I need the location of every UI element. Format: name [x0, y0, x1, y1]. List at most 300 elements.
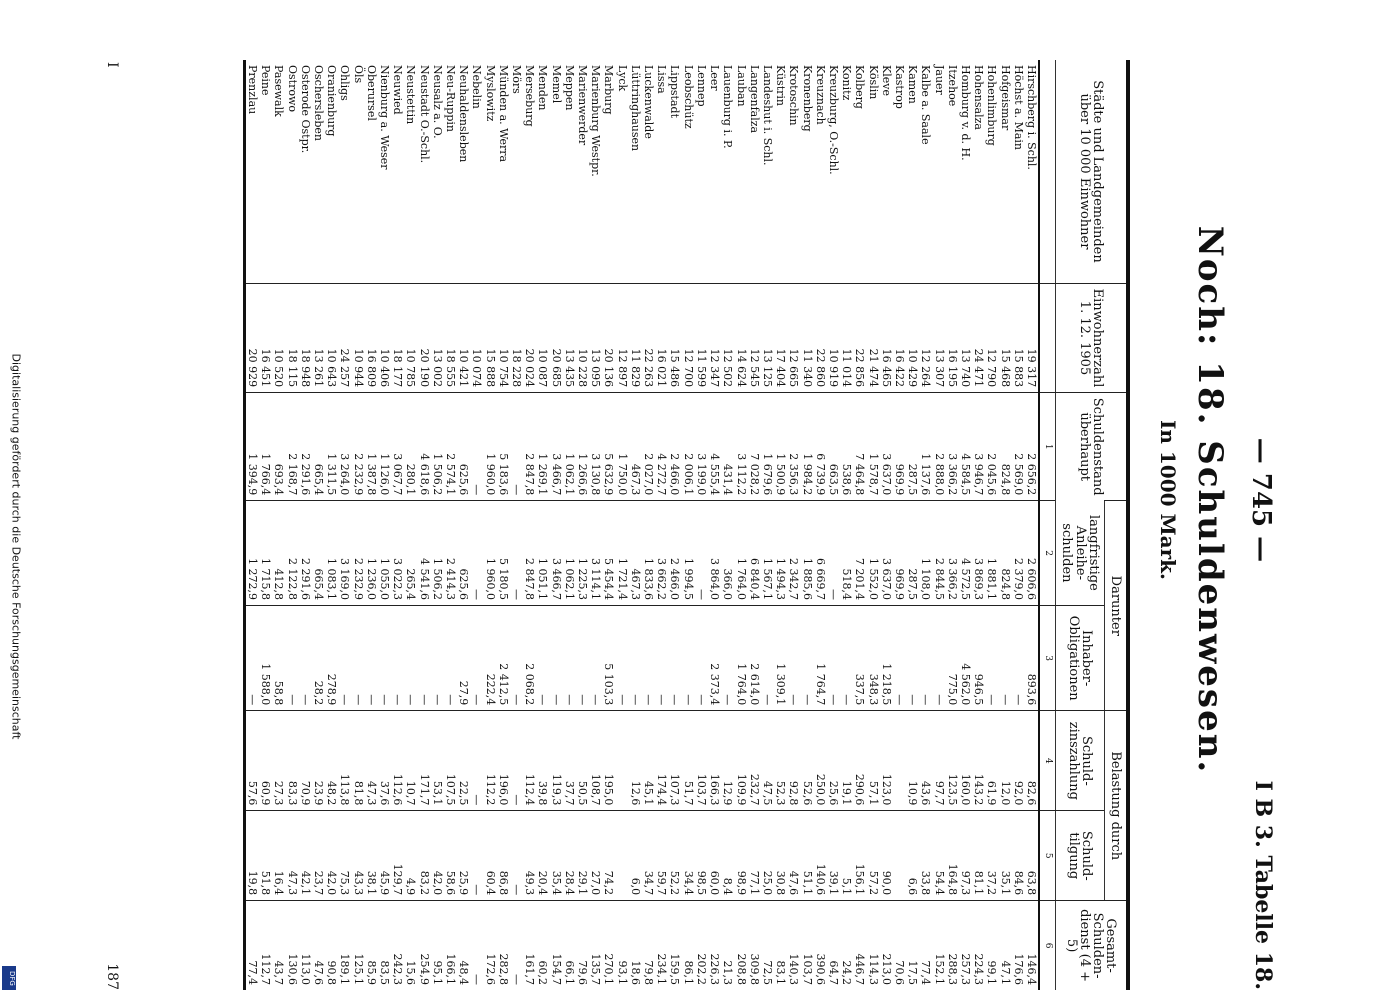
value-cell: 25,6: [827, 711, 840, 811]
value-cell: —: [299, 606, 312, 711]
page-subtitle: In 1000 Mark.: [1156, 420, 1180, 580]
col-number: 4: [1039, 711, 1056, 811]
value-cell: 79,6: [576, 901, 589, 990]
value-cell: 18 948: [299, 283, 312, 392]
value-cell: 156,1: [853, 811, 866, 901]
place-name-cell: Langenfalza: [747, 65, 761, 134]
value-cell: —: [576, 606, 589, 711]
value-cell: 51,8: [259, 811, 272, 901]
value-cell: 2 232,9: [351, 501, 364, 606]
value-cell: 97,3: [959, 811, 972, 901]
value-cell: 19,1: [840, 711, 853, 811]
table-row: [998, 60, 1011, 990]
col-number: 3: [1039, 606, 1056, 711]
value-cell: 538,6: [840, 393, 853, 501]
value-cell: 287,5: [906, 393, 919, 501]
value-cell: 3 946,7: [972, 393, 985, 501]
value-cell: —: [721, 606, 734, 711]
value-cell: 22 856: [853, 283, 866, 392]
table-row: [365, 60, 378, 990]
value-cell: 90,0: [880, 811, 893, 901]
table-row: [523, 60, 536, 990]
value-cell: 38,1: [365, 811, 378, 901]
value-cell: 3 864,0: [708, 501, 721, 606]
place-name-cell: Münden a. Werra: [496, 65, 510, 163]
value-cell: —: [695, 501, 708, 606]
value-cell: 23,9: [312, 711, 325, 811]
value-cell: 6 840,4: [748, 501, 761, 606]
table-row: [312, 60, 325, 990]
value-cell: 107,5: [444, 711, 457, 811]
value-cell: —: [244, 606, 259, 711]
place-name-cell: Landeshut i. Schl.: [760, 65, 774, 166]
value-cell: —: [351, 606, 364, 711]
value-cell: 1 269,1: [536, 393, 549, 501]
value-cell: 58,6: [444, 811, 457, 901]
value-cell: 13 095: [589, 283, 602, 392]
value-cell: 152,1: [932, 901, 945, 990]
value-cell: 1 994,5: [682, 501, 695, 606]
value-cell: 159,5: [668, 901, 681, 990]
value-cell: 1 394,9: [244, 393, 259, 501]
value-cell: 48,2: [325, 711, 338, 811]
value-cell: 112,6: [391, 711, 404, 811]
value-cell: 28,4: [563, 811, 576, 901]
value-cell: 12,9: [721, 711, 734, 811]
value-cell: 1 833,6: [642, 501, 655, 606]
value-cell: 257,3: [959, 901, 972, 990]
value-cell: 24,2: [840, 901, 853, 990]
value-cell: 24 257: [338, 283, 351, 392]
value-cell: 34,4: [682, 811, 695, 901]
table-row: [272, 60, 285, 990]
value-cell: 140,6: [814, 811, 827, 901]
value-cell: 60,9: [259, 711, 272, 811]
table-row: [906, 60, 919, 990]
value-cell: 7 464,8: [853, 393, 866, 501]
value-cell: —: [510, 711, 523, 811]
value-cell: 1 885,6: [800, 501, 813, 606]
value-cell: 123,0: [880, 711, 893, 811]
value-cell: 12 502: [721, 283, 734, 392]
value-cell: 4 272,7: [655, 393, 668, 501]
col-number: 2: [1039, 501, 1056, 606]
value-cell: 12 897: [615, 283, 628, 392]
value-cell: 49,3: [523, 811, 536, 901]
value-cell: 18,6: [629, 901, 642, 990]
value-cell: 112,7: [259, 901, 272, 990]
value-cell: 12 790: [985, 283, 998, 392]
value-cell: 82,6: [1025, 711, 1039, 811]
value-cell: 1 055,0: [378, 501, 391, 606]
value-cell: —: [761, 606, 774, 711]
value-cell: 7 028,2: [748, 393, 761, 501]
place-name-cell: Lippstadt: [668, 65, 682, 118]
value-cell: 8,4: [721, 811, 734, 901]
value-cell: 2 291,6: [299, 501, 312, 606]
value-cell: [893, 711, 906, 811]
value-cell: 287,5: [906, 501, 919, 606]
place-name-cell: Lauban: [734, 65, 748, 107]
value-cell: 57,6: [244, 711, 259, 811]
table-row: [959, 60, 972, 990]
value-cell: 35,4: [549, 811, 562, 901]
value-cell: 72,5: [761, 901, 774, 990]
value-cell: 85,9: [365, 901, 378, 990]
value-cell: 77,1: [748, 811, 761, 901]
place-name-cell: Köslin: [866, 65, 880, 100]
place-name-cell: Osterode Ostpr.: [298, 65, 312, 154]
value-cell: 1 225,3: [576, 501, 589, 606]
dfg-logo: DFG: [2, 966, 16, 990]
value-cell: 288,3: [946, 901, 959, 990]
table-row: [708, 60, 721, 990]
value-cell: 1 266,6: [576, 393, 589, 501]
place-name-cell: Oberursel: [364, 65, 378, 121]
value-cell: 2 844,5: [932, 501, 945, 606]
table-row: [682, 60, 695, 990]
value-cell: 390,6: [814, 901, 827, 990]
value-cell: —: [563, 606, 576, 711]
value-cell: 10 429: [906, 283, 919, 392]
value-cell: 18 177: [391, 283, 404, 392]
place-name-cell: Kreuznach: [813, 65, 827, 125]
value-cell: —: [510, 393, 523, 501]
value-cell: 202,2: [695, 901, 708, 990]
value-cell: 2 379,0: [1012, 501, 1025, 606]
value-cell: 3 366,2: [946, 393, 959, 501]
value-cell: —: [391, 606, 404, 711]
value-cell: 3 114,1: [589, 501, 602, 606]
value-cell: 1 679,6: [761, 393, 774, 501]
value-cell: 10 421: [457, 283, 470, 392]
value-cell: —: [655, 606, 668, 711]
value-cell: 113,0: [299, 901, 312, 990]
value-cell: —: [510, 901, 523, 990]
table-row: [629, 60, 642, 990]
table-row: [549, 60, 562, 990]
value-cell: 18 228: [510, 283, 523, 392]
table-body: [244, 60, 1039, 990]
value-cell: 10 785: [404, 283, 417, 392]
header-bearer: Inhaber-Obligationen: [1056, 606, 1105, 711]
funding-note-text: Digitalisierung gefördert durch die Deutsche Forschungsgemeinschaft: [9, 353, 23, 740]
value-cell: 1 715,8: [259, 501, 272, 606]
place-name-cell: Lauenburg i. P.: [721, 65, 735, 149]
value-cell: 232,7: [748, 711, 761, 811]
value-cell: —: [629, 606, 642, 711]
table-row: [338, 60, 351, 990]
value-cell: 12,6: [629, 711, 642, 811]
place-name-cell: Meppen: [562, 65, 576, 111]
debt-table: [243, 60, 1130, 990]
value-cell: —: [919, 606, 932, 711]
value-cell: 84,6: [1012, 811, 1025, 901]
value-cell: —: [338, 606, 351, 711]
value-cell: 1 083,1: [325, 501, 338, 606]
place-name-cell: Kalbe a. Saale: [919, 65, 933, 145]
value-cell: 57,2: [866, 811, 879, 901]
value-cell: 123,5: [946, 711, 959, 811]
value-cell: —: [549, 606, 562, 711]
value-cell: 412,8: [272, 501, 285, 606]
value-cell: 693,4: [272, 393, 285, 501]
place-name-cell: Krotoschin: [787, 65, 801, 126]
table-row: [734, 60, 747, 990]
value-cell: 4 618,6: [417, 393, 430, 501]
value-cell: 60,2: [536, 901, 549, 990]
value-cell: 107,3: [668, 711, 681, 811]
value-cell: 50,5: [576, 711, 589, 811]
value-cell: 1 552,0: [866, 501, 879, 606]
place-name-cell: Neustadt O.-Schl.: [417, 65, 431, 164]
header-debt-total: Schuldenstand überhaupt: [1056, 393, 1128, 501]
value-cell: 518,4: [840, 501, 853, 606]
value-cell: 13 125: [761, 283, 774, 392]
value-cell: —: [536, 606, 549, 711]
value-cell: 663,5: [827, 393, 840, 501]
value-cell: 166,3: [708, 711, 721, 811]
value-cell: 27,9: [457, 606, 470, 711]
value-cell: 1 311,5: [325, 393, 338, 501]
value-cell: —: [510, 606, 523, 711]
value-cell: 224,3: [972, 901, 985, 990]
value-cell: 5 454,4: [602, 501, 615, 606]
value-cell: 130,6: [285, 901, 298, 990]
value-cell: 37,2: [985, 811, 998, 901]
table-row: [589, 60, 602, 990]
value-cell: 43,7: [272, 901, 285, 990]
value-cell: 79,8: [642, 901, 655, 990]
value-cell: 161,7: [523, 901, 536, 990]
value-cell: 431,4: [721, 393, 734, 501]
table-row: [655, 60, 668, 990]
place-name-cell: Itzehoe: [945, 65, 959, 107]
value-cell: 2 569,0: [1012, 393, 1025, 501]
table-row: [259, 60, 272, 990]
place-name-cell: Myslowitz: [483, 65, 497, 122]
page-header: [1222, 0, 1282, 1000]
value-cell: 208,8: [734, 901, 747, 990]
value-cell: 103,7: [800, 901, 813, 990]
table-row: [814, 60, 827, 990]
value-cell: 17 404: [774, 283, 787, 392]
value-cell: 143,2: [972, 711, 985, 811]
value-cell: 11 014: [840, 283, 853, 392]
value-cell: 3 067,7: [391, 393, 404, 501]
value-cell: 10 074: [470, 283, 483, 392]
place-name-cell: Leer: [708, 65, 722, 91]
value-cell: 83,5: [378, 901, 391, 990]
value-cell: 969,9: [893, 393, 906, 501]
value-cell: 35,1: [998, 811, 1011, 901]
value-cell: 20 929: [244, 283, 259, 392]
value-cell: 45,9: [378, 811, 391, 901]
place-name-cell: Hohensalza: [972, 65, 986, 130]
value-cell: 98,9: [734, 811, 747, 901]
value-cell: 1 764,0: [734, 501, 747, 606]
value-cell: 33,8: [919, 811, 932, 901]
value-cell: 160,0: [959, 711, 972, 811]
table-row: [946, 60, 959, 990]
value-cell: —: [365, 606, 378, 711]
place-name-cell: Homburg v. d. H.: [958, 65, 972, 161]
value-cell: 4 572,5: [959, 501, 972, 606]
value-cell: 47,6: [312, 901, 325, 990]
col-number: 1: [1039, 393, 1056, 501]
value-cell: 625,6: [457, 501, 470, 606]
value-cell: 109,9: [734, 711, 747, 811]
value-cell: 52,3: [774, 711, 787, 811]
value-cell: 625,6: [457, 393, 470, 501]
value-cell: 189,1: [338, 901, 351, 990]
value-cell: 97,7: [932, 711, 945, 811]
value-cell: 278,9: [325, 606, 338, 711]
value-cell: 2 006,1: [682, 393, 695, 501]
value-cell: 893,6: [1025, 606, 1039, 711]
table-row: [642, 60, 655, 990]
value-cell: 13 435: [563, 283, 576, 392]
value-cell: 6 739,9: [814, 393, 827, 501]
value-cell: 665,4: [312, 393, 325, 501]
value-cell: 2 574,1: [444, 393, 457, 501]
value-cell: 2 068,2: [523, 606, 536, 711]
table-row: [470, 60, 483, 990]
value-cell: 196,0: [497, 711, 510, 811]
value-cell: 969,9: [893, 501, 906, 606]
value-cell: 226,3: [708, 901, 721, 990]
value-cell: 176,6: [1012, 901, 1025, 990]
value-cell: 10 944: [351, 283, 364, 392]
value-cell: 114,3: [866, 901, 879, 990]
value-cell: 83,1: [774, 901, 787, 990]
value-cell: 309,8: [748, 901, 761, 990]
value-cell: 47,3: [365, 711, 378, 811]
value-cell: 86,8: [497, 811, 510, 901]
value-cell: 51,7: [682, 711, 695, 811]
place-name-cell: Lennep: [694, 65, 708, 107]
value-cell: 195,0: [602, 711, 615, 811]
value-cell: —: [682, 606, 695, 711]
value-cell: 19,8: [244, 811, 259, 901]
value-cell: 3 169,0: [338, 501, 351, 606]
value-cell: —: [510, 501, 523, 606]
value-cell: —: [417, 606, 430, 711]
table-row: [880, 60, 893, 990]
value-cell: 15 468: [998, 283, 1011, 392]
value-cell: —: [893, 606, 906, 711]
value-cell: 234,1: [655, 901, 668, 990]
place-name-cell: Mörs: [510, 65, 524, 94]
value-cell: 16 195: [946, 283, 959, 392]
value-cell: 10 754: [497, 283, 510, 392]
table-row: [431, 60, 444, 990]
value-cell: 43,3: [351, 811, 364, 901]
value-cell: —: [285, 606, 298, 711]
page-title: Noch: 18. Schuldenwesen.: [1190, 225, 1230, 775]
header-place: Städte und Landgemeinden über 10 000 Einwohner: [1056, 60, 1128, 283]
value-cell: 290,6: [853, 711, 866, 811]
value-cell: 10 520: [272, 283, 285, 392]
value-cell: 16 451: [259, 283, 272, 392]
value-cell: 12,0: [998, 711, 1011, 811]
value-cell: 5 632,9: [602, 393, 615, 501]
value-cell: 146,4: [1025, 901, 1039, 990]
place-name-cell: Menden: [536, 65, 550, 111]
place-name-cell: Kronenberg: [800, 65, 814, 132]
value-cell: 30,8: [774, 811, 787, 901]
value-cell: —: [827, 606, 840, 711]
header-interest: Schuld-zinszahlung: [1056, 711, 1105, 811]
value-cell: 10 919: [827, 283, 840, 392]
value-cell: 242,3: [391, 901, 404, 990]
value-cell: 103,7: [695, 711, 708, 811]
place-name-cell: Hofgeismar: [998, 65, 1012, 131]
value-cell: 348,3: [866, 606, 879, 711]
value-cell: 1 881,1: [985, 501, 998, 606]
value-cell: 11 340: [800, 283, 813, 392]
value-cell: 53,1: [431, 711, 444, 811]
value-cell: 1 108,0: [919, 501, 932, 606]
value-cell: 3 869,3: [972, 501, 985, 606]
table-row: [1012, 60, 1025, 990]
table-row: [602, 60, 615, 990]
place-name-cell: Marburg: [602, 65, 616, 115]
value-cell: 5 183,6: [497, 393, 510, 501]
table-row: [351, 60, 364, 990]
value-cell: 18 115: [285, 283, 298, 392]
value-cell: 16 809: [365, 283, 378, 392]
header-service: Gesamt-Schulden-dienst (4 + 5): [1056, 901, 1128, 990]
value-cell: 1 506,2: [431, 501, 444, 606]
col-number: [1039, 60, 1056, 283]
value-cell: 140,3: [787, 901, 800, 990]
place-name-cell: Öls: [351, 65, 365, 84]
value-cell: 10,7: [404, 711, 417, 811]
value-cell: 29,1: [576, 811, 589, 901]
table-row: [721, 60, 734, 990]
value-cell: [893, 811, 906, 901]
value-cell: 1 126,0: [378, 393, 391, 501]
value-cell: 13 740: [959, 283, 972, 392]
value-cell: 20,4: [536, 811, 549, 901]
value-cell: 1 062,1: [563, 393, 576, 501]
value-cell: 27,0: [589, 811, 602, 901]
value-cell: 81,1: [972, 811, 985, 901]
value-cell: 24 471: [972, 283, 985, 392]
value-cell: 77,4: [244, 901, 259, 990]
table-row: [853, 60, 866, 990]
value-cell: 2 414,3: [444, 501, 457, 606]
value-cell: 52,6: [800, 711, 813, 811]
value-cell: 16 465: [880, 283, 893, 392]
value-cell: 83,3: [285, 711, 298, 811]
value-cell: 4 584,5: [959, 393, 972, 501]
table-row: [1025, 60, 1039, 990]
value-cell: 47,5: [761, 711, 774, 811]
value-cell: —: [985, 606, 998, 711]
table-row: [761, 60, 774, 990]
value-cell: 2 342,7: [787, 501, 800, 606]
value-cell: 15,6: [404, 901, 417, 990]
col-number: 5: [1039, 811, 1056, 901]
value-cell: 166,1: [444, 901, 457, 990]
table-row: [244, 60, 259, 990]
value-cell: 265,4: [404, 501, 417, 606]
value-cell: 1 960,0: [483, 501, 496, 606]
value-cell: —: [668, 606, 681, 711]
value-cell: 45,1: [642, 711, 655, 811]
